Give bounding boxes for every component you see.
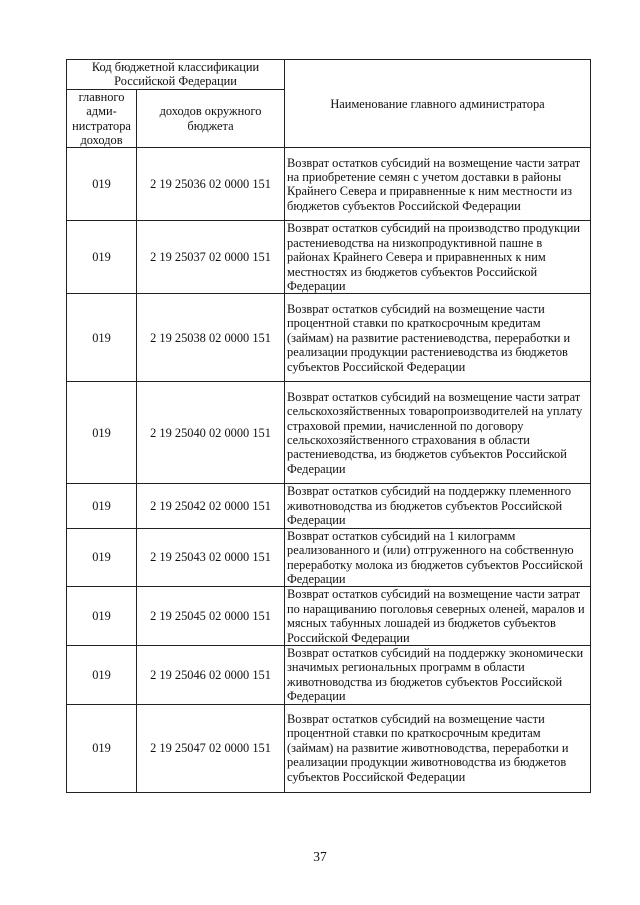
budget-code-cell: 2 19 25047 02 0000 151 bbox=[137, 704, 285, 792]
admin-code-cell: 019 bbox=[67, 587, 137, 646]
administrator-name-cell: Возврат остатков субсидий на возмещение части затрат на приобретение семян с учетом доставки в районы Крайнего Севера и приравненные к ним местности из бюджетов субъектов Российской Федерации bbox=[285, 148, 591, 221]
header-row-group bbox=[67, 60, 591, 90]
admin-code-cell: 019 bbox=[67, 294, 137, 382]
budget-classification-table bbox=[66, 59, 591, 793]
table-row bbox=[67, 382, 591, 484]
administrator-name-cell: Возврат остатков субсидий на возмещение части затрат сельскохозяйственных товаропроизводителей на уплату страховой премии, начисленной по договору сельскохозяйственного страхования в области растениеводства, из бюджетов субъектов Российской Федерации bbox=[285, 382, 591, 484]
table-row bbox=[67, 148, 591, 221]
admin-code-cell: 019 bbox=[67, 484, 137, 528]
admin-code-cell: 019 bbox=[67, 382, 137, 484]
budget-code-cell: 2 19 25042 02 0000 151 bbox=[137, 484, 285, 528]
admin-code-cell: 019 bbox=[67, 645, 137, 704]
header-main-administrator: главного адми-нистратора доходов bbox=[67, 89, 137, 148]
header-district-budget-income: доходов окружного бюджета bbox=[137, 89, 285, 148]
administrator-name-cell: Возврат остатков субсидий на 1 килограмм реализованного и (или) отгруженного на собственную переработку молока из бюджетов субъектов Российской Федерации bbox=[285, 528, 591, 587]
page-number: 37 bbox=[313, 849, 327, 864]
administrator-name-cell: Возврат остатков субсидий на возмещение части процентной ставки по краткосрочным кредитам (займам) на развитие животноводства, переработки и реализации продукции животноводства из бюджетов субъектов Российской Федерации bbox=[285, 704, 591, 792]
administrator-name-cell: Возврат остатков субсидий на поддержку экономически значимых региональных программ в области животноводства из бюджетов субъектов Российской Федерации bbox=[285, 645, 591, 704]
table-row bbox=[67, 221, 591, 294]
administrator-name-cell: Возврат остатков субсидий на возмещение части процентной ставки по краткосрочным кредитам (займам) на развитие растениеводства, переработки и реализации продукции растениеводства из бюджетов субъектов Российской Федерации bbox=[285, 294, 591, 382]
budget-code-cell: 2 19 25045 02 0000 151 bbox=[137, 587, 285, 646]
admin-code-cell: 019 bbox=[67, 221, 137, 294]
table-row bbox=[67, 528, 591, 587]
header-classification-code: Код бюджетной классификации Российской Федерации bbox=[67, 60, 285, 90]
header-administrator-name: Наименование главного администратора bbox=[285, 60, 591, 148]
budget-code-cell: 2 19 25038 02 0000 151 bbox=[137, 294, 285, 382]
administrator-name-cell: Возврат остатков субсидий на производство продукции растениеводства на низкопродуктивной пашне в районах Крайнего Севера и приравненных к ним местностях из бюджетов субъектов Российской Федерации bbox=[285, 221, 591, 294]
admin-code-cell: 019 bbox=[67, 148, 137, 221]
budget-code-cell: 2 19 25037 02 0000 151 bbox=[137, 221, 285, 294]
table-row bbox=[67, 704, 591, 792]
admin-code-cell: 019 bbox=[67, 704, 137, 792]
table-row bbox=[67, 587, 591, 646]
table-row bbox=[67, 294, 591, 382]
budget-code-cell: 2 19 25040 02 0000 151 bbox=[137, 382, 285, 484]
budget-code-cell: 2 19 25043 02 0000 151 bbox=[137, 528, 285, 587]
table-row bbox=[67, 484, 591, 528]
budget-code-cell: 2 19 25046 02 0000 151 bbox=[137, 645, 285, 704]
administrator-name-cell: Возврат остатков субсидий на поддержку племенного животноводства из бюджетов субъектов Российской Федерации bbox=[285, 484, 591, 528]
table-body bbox=[67, 148, 591, 792]
table-row bbox=[67, 645, 591, 704]
budget-code-cell: 2 19 25036 02 0000 151 bbox=[137, 148, 285, 221]
administrator-name-cell: Возврат остатков субсидий на возмещение части затрат по наращиванию поголовья северных оленей, маралов и мясных табунных лошадей из бюджетов субъектов Российской Федерации bbox=[285, 587, 591, 646]
admin-code-cell: 019 bbox=[67, 528, 137, 587]
